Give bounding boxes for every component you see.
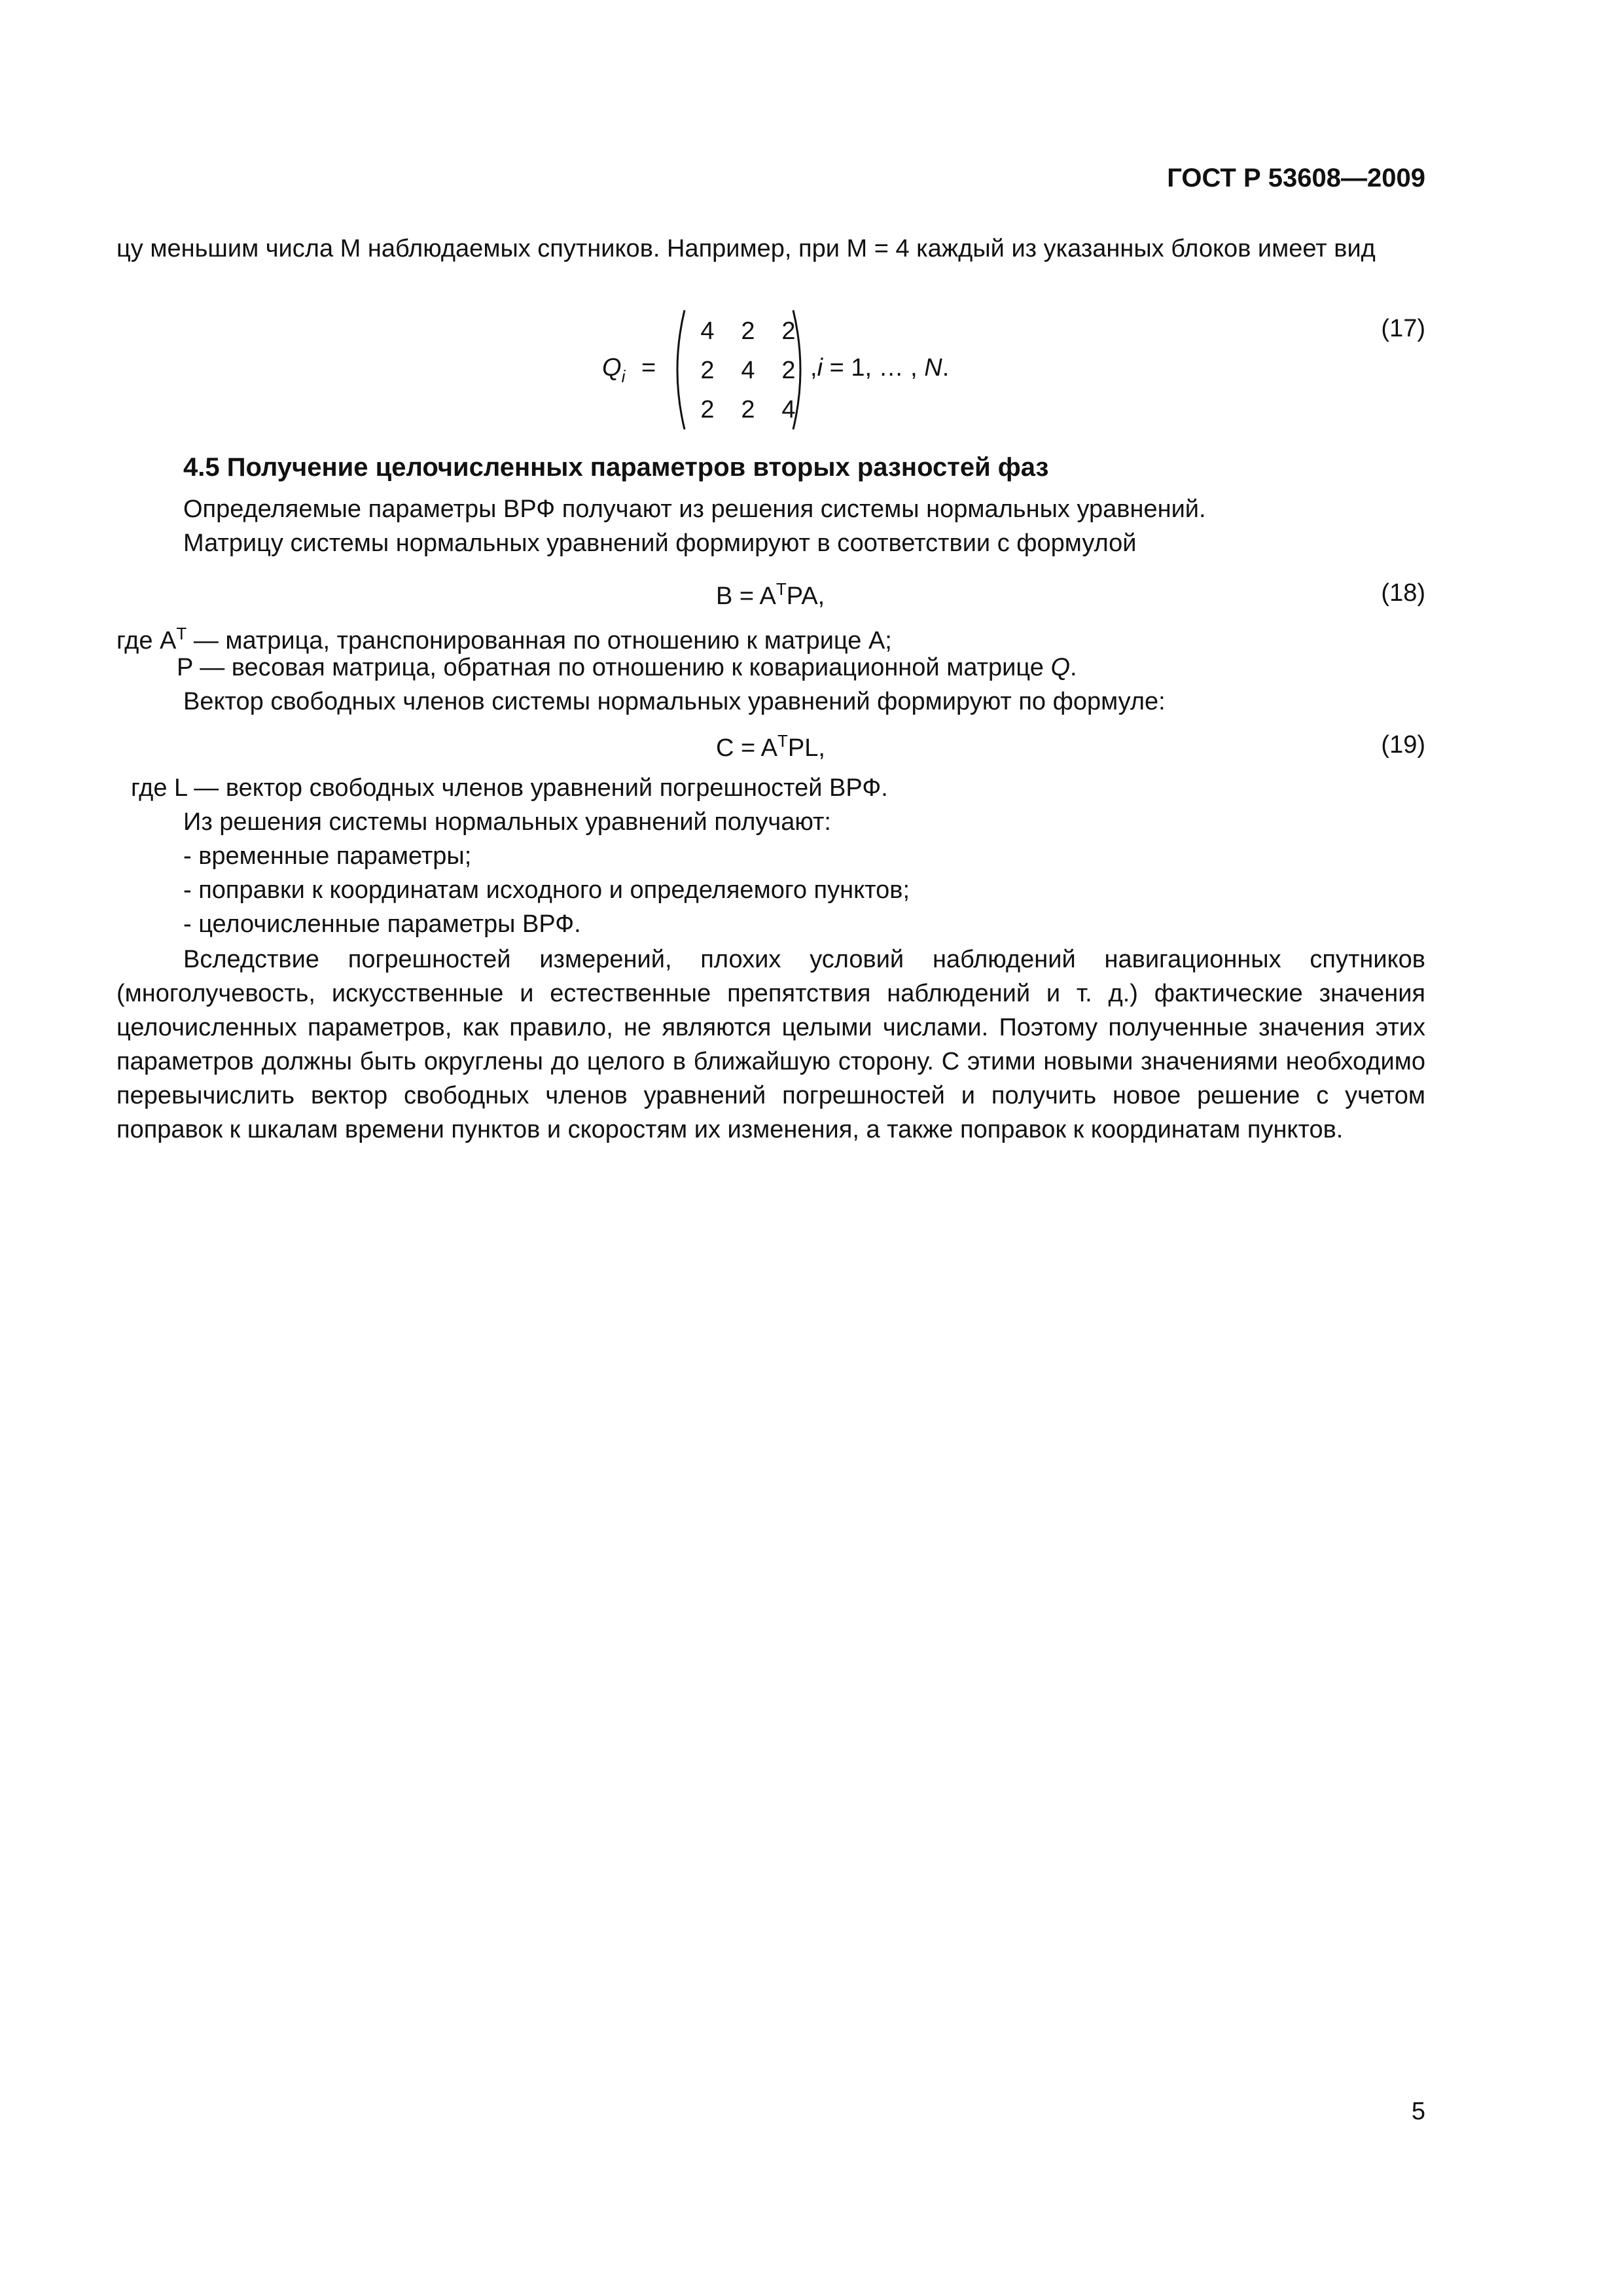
matrix-cell: 2 xyxy=(700,396,715,423)
section-heading: 4.5 Получение целочисленных параметров вторых разностей фаз xyxy=(183,453,1049,482)
matrix-cell: 4 xyxy=(700,317,715,345)
where-clause-l: где L — вектор свободных членов уравнений погрешностей ВРФ. xyxy=(131,774,888,802)
matrix-cell: 2 xyxy=(741,396,755,423)
equation-18: $B = A^TPA$, xyxy=(716,579,825,610)
right-paren-icon xyxy=(791,308,810,432)
equation-19: $C = A^TPL$, xyxy=(716,731,825,762)
matrix-cell: 4 xyxy=(741,357,755,384)
paragraph-3: Вектор свободных членов системы нормальных уравнений формируют по формуле: xyxy=(183,688,1166,715)
paragraph-1: Определяемые параметры ВРФ получают из решения системы нормальных уравнений. xyxy=(183,495,1206,523)
matrix-cell: 2 xyxy=(781,317,796,345)
left-paren-icon xyxy=(668,308,687,432)
intro-paragraph: цу меньшим числа M наблюдаемых спутников. Например, при M = 4 каждый из указанных блоков имеет вид xyxy=(116,235,1376,262)
matrix-cell: 4 xyxy=(781,396,796,423)
matrix-cell: 2 xyxy=(741,317,755,345)
equation-number-17: (17) xyxy=(1381,315,1425,342)
list-item: - целочисленные параметры ВРФ. xyxy=(183,910,581,938)
final-paragraph: Вследствие погрешностей измерений, плохих условий наблюдений навигационных спутников (многолучевость, искусственные и естественные препятствия наблюдений и т. д.) фактические значения целочисленных параметров, как правило, не являются целыми числами. Поэтому полученные значения этих параметров должны быть округлены до целого в ближайшую сторону. С этими новыми значениями необходимо перевычислить вектор свободных членов уравнений погрешностей и получить новое решение с учетом поправок к шкалам времени пунктов и скоростям их изменения, а также поправок к координатам пунктов. xyxy=(116,946,1425,1143)
where-clause-at: где $A^T$ — матрица, транспонированная по отношению к матрице A; xyxy=(116,624,892,655)
matrix-cell: 2 xyxy=(781,357,796,384)
document-id-header: ГОСТ Р 53608—2009 xyxy=(1167,164,1425,192)
page-number: 5 xyxy=(1411,2098,1425,2125)
matrix-cell: 2 xyxy=(700,357,715,384)
paragraph-2: Матрицу системы нормальных уравнений формируют в соответствии с формулой xyxy=(183,529,1137,557)
equation-17 xyxy=(602,308,969,432)
equation-number-19: (19) xyxy=(1381,731,1425,759)
equals-sign: = xyxy=(641,354,656,382)
equation-17-lhs: $Q_i$ xyxy=(602,354,626,386)
paragraph-4: Из решения системы нормальных уравнений получают: xyxy=(183,808,831,836)
equation-17-index-range: ,i = 1, … , N. xyxy=(810,354,950,382)
where-clause-p: P — весовая матрица, обратная по отношению к ковариационной матрице Q. xyxy=(177,654,1077,681)
equation-number-18: (18) xyxy=(1381,579,1425,607)
list-item: - поправки к координатам исходного и определяемого пунктов; xyxy=(183,876,910,904)
list-item: - временные параметры; xyxy=(183,842,472,870)
